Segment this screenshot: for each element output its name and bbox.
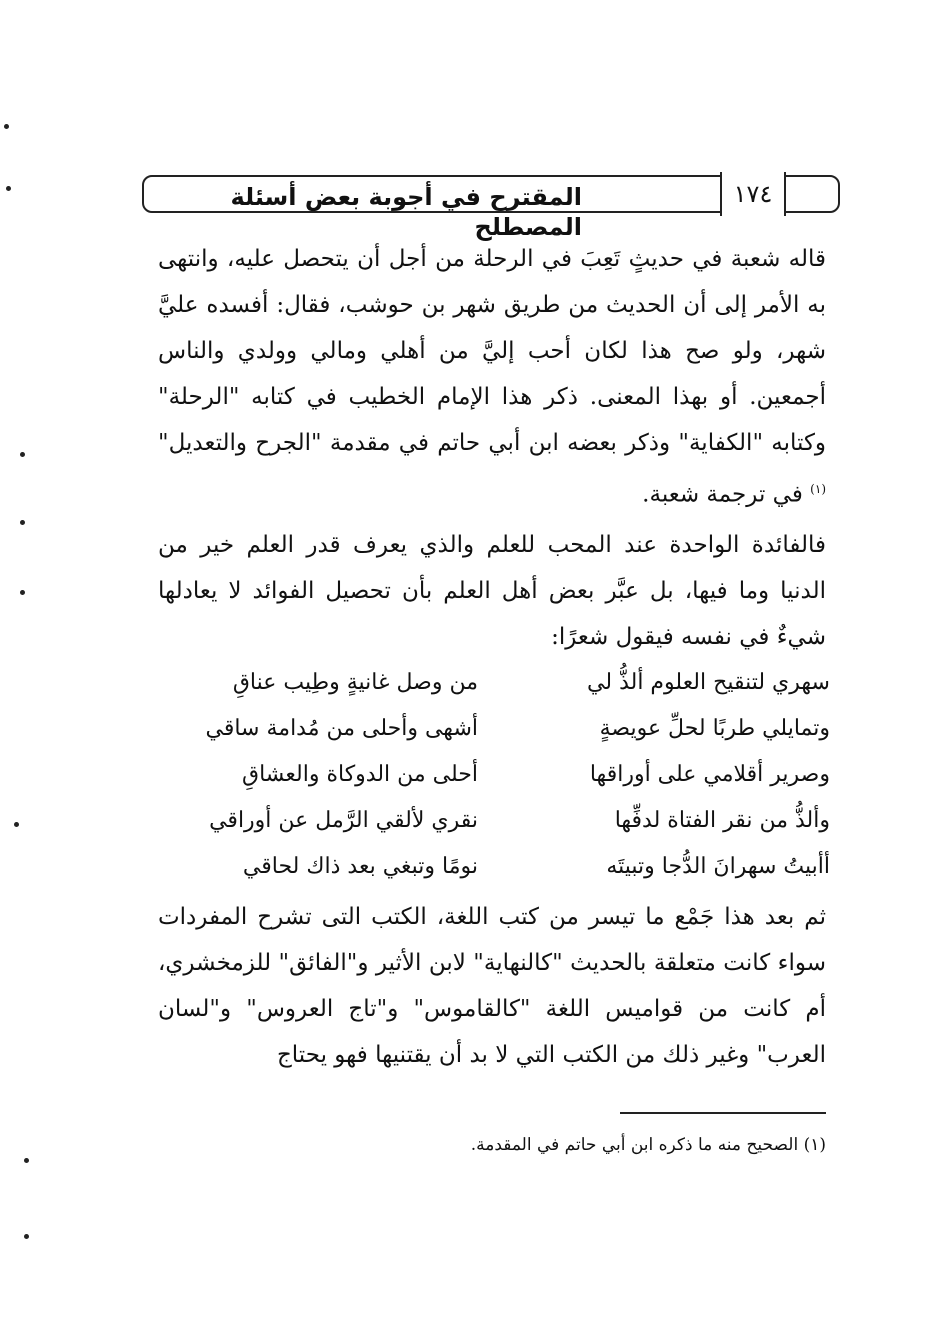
poem-hemistich-first: سهري لتنقيح العلوم ألذُّ لي — [587, 670, 830, 695]
margin-dot — [4, 124, 9, 129]
footnote-separator — [620, 1112, 826, 1114]
margin-dot — [24, 1234, 29, 1239]
poem-hemistich-first: وألذُّ من نقر الفتاة لدفِّها — [614, 808, 830, 833]
paragraph-2: فالفائدة الواحدة عند المحب للعلم والذي يعرف قدر العلم خير من الدنيا وما فيها، بل عبَّر بعض أهل العلم بأن تحصيل الفوائد لا يعادلها شيءٌ في نفسه فيقول شعرًا: — [158, 532, 826, 650]
paragraph-1-text: قاله شعبة في حديثٍ تَعِبَ في الرحلة من أجل أن يتحصل عليه، وانتهى به الأمر إلى أن الحديث من طريق شهر بن حوشب، فقال: أفسده عليَّ شهر، ولو صح هذا لكان أحب إليَّ من أهلي ومالي وولدي والناس أجمعين. أو بهذا المعنى. ذكر هذا الإمام الخطيب في كتابه "الرحلة" وكتابه "الكفاية" وذكر بعضه ابن أبي حاتم في مقدمة "الجرح والتعديل" — [158, 246, 826, 456]
poem-hemistich-second: نومًا وتبغي بعد ذاك لحاقي — [242, 854, 478, 879]
footnote-marker: (١) — [803, 1135, 826, 1155]
margin-dot — [24, 1158, 29, 1163]
poem-hemistich-first: أأبيتُ سهرانَ الدُّجا وتبيتَه — [606, 854, 830, 879]
footnote — [400, 1128, 826, 1162]
poem-hemistich-second: نقري لألقي الرَّمل عن أوراقي — [209, 808, 478, 833]
poem-verse — [148, 660, 838, 706]
margin-dot — [20, 520, 25, 525]
margin-dot — [14, 822, 19, 827]
poem-hemistich-second: من وصل غانيةٍ وطِيب عناقِ — [232, 670, 478, 695]
poem — [148, 660, 838, 888]
running-header-title: المقترح في أجوبة بعض أسئلة المصطلح — [230, 183, 582, 241]
poem-verse — [148, 798, 838, 844]
margin-dot — [20, 590, 25, 595]
footnote-reference: (١) — [810, 482, 826, 496]
poem-hemistich-first: وتمايلي طربًا لحلِّ عويصةٍ — [599, 716, 830, 741]
paragraph-1 — [158, 236, 826, 518]
page-number: ١٧٤ — [720, 172, 786, 216]
paragraph-3: ثم بعد هذا جَمْع ما تيسر من كتب اللغة، الكتب التى تشرح المفردات سواء كانت متعلقة بالحديث "كالنهاية" لابن الأثير و"الفائق" للزمخشري، أم كانت من قواميس اللغة "كالقاموس" و"تاج العروس" و"لسان العرب" وغير ذلك من الكتب التي لا بد أن يقتنيها فهو يحتاج — [158, 904, 826, 1068]
poem-verse — [148, 844, 838, 890]
footnote-text: الصحيح منه ما ذكره ابن أبي حاتم في المقدمة. — [470, 1135, 799, 1155]
poem-verse — [148, 752, 838, 798]
poem-verse — [148, 706, 838, 752]
paragraph-1-tail: في ترجمة شعبة. — [642, 481, 803, 508]
margin-dot — [20, 452, 25, 457]
poem-hemistich-second: أشهى وأحلى من مُدامة ساقي — [205, 716, 478, 741]
margin-dot — [6, 186, 11, 191]
poem-hemistich-first: وصرير أقلامي على أوراقها — [589, 762, 830, 787]
poem-hemistich-second: أحلى من الدوكاة والعشاقِ — [242, 762, 478, 787]
